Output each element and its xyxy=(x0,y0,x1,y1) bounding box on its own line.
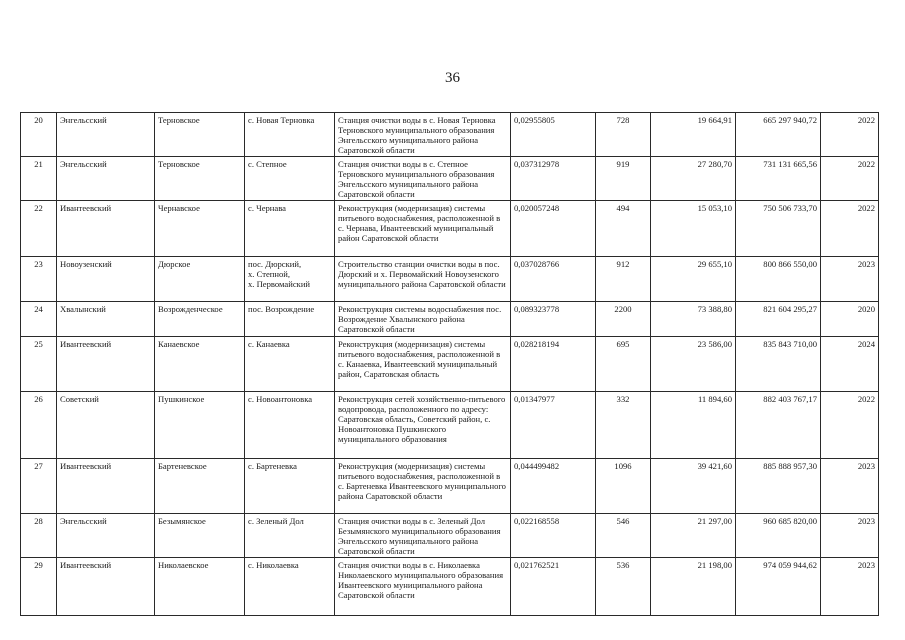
cost-per-capita-cell: 23 586,00 xyxy=(651,337,736,392)
year-cell: 2022 xyxy=(821,201,879,257)
district-cell: Ивантеевский xyxy=(57,558,155,616)
district-cell: Ивантеевский xyxy=(57,337,155,392)
row-number: 20 xyxy=(21,113,57,157)
coefficient-cell: 0,037028766 xyxy=(511,257,596,302)
settlement-cell: Возрожденческое xyxy=(155,302,245,337)
total-cost-cell: 665 297 940,72 xyxy=(736,113,821,157)
row-number: 29 xyxy=(21,558,57,616)
project-description-cell: Реконструкция системы водоснабжения пос. Возрождение Хвалынского района Саратовской области xyxy=(335,302,511,337)
table-row xyxy=(21,157,879,201)
project-description-cell: Реконструкция (модернизация) системы питьевого водоснабжения, расположенной в с. Канаевка, Ивантеевский муниципальный район, Саратовская область xyxy=(335,337,511,392)
coefficient-cell: 0,022168558 xyxy=(511,514,596,558)
coefficient-cell: 0,028218194 xyxy=(511,337,596,392)
settlement-cell: Пушкинское xyxy=(155,392,245,459)
total-cost-cell: 731 131 665,56 xyxy=(736,157,821,201)
locality-cell xyxy=(245,514,335,558)
row-number: 21 xyxy=(21,157,57,201)
district-cell: Энгельсский xyxy=(57,514,155,558)
cost-per-capita-cell: 11 894,60 xyxy=(651,392,736,459)
settlement-cell: Канаевское xyxy=(155,337,245,392)
cost-per-capita-cell: 73 388,80 xyxy=(651,302,736,337)
year-cell: 2022 xyxy=(821,157,879,201)
project-description-cell: Станция очистки воды в с. Зеленый Дол Безымянского муниципального образования Энгельсского муниципального района Саратовской области xyxy=(335,514,511,558)
total-cost-cell: 800 866 550,00 xyxy=(736,257,821,302)
coefficient-cell: 0,020057248 xyxy=(511,201,596,257)
settlement-cell: Бартеневское xyxy=(155,459,245,514)
population-cell: 728 xyxy=(596,113,651,157)
locality-cell xyxy=(245,337,335,392)
cost-per-capita-cell: 19 664,91 xyxy=(651,113,736,157)
locality-line: пос. Дюрский, xyxy=(248,259,302,269)
settlement-cell: Терновское xyxy=(155,157,245,201)
district-cell: Советский xyxy=(57,392,155,459)
project-description-cell: Станция очистки воды в с. Новая Терновка Терновского муниципального образования Энгельсского муниципального района Саратовской области xyxy=(335,113,511,157)
population-cell: 332 xyxy=(596,392,651,459)
settlement-cell: Дюрское xyxy=(155,257,245,302)
year-cell: 2023 xyxy=(821,257,879,302)
project-table xyxy=(20,112,879,616)
district-cell: Энгельсский xyxy=(57,157,155,201)
coefficient-cell: 0,089323778 xyxy=(511,302,596,337)
population-cell: 919 xyxy=(596,157,651,201)
locality-line: с. Николаевка xyxy=(248,560,299,570)
project-description-cell: Реконструкция (модернизация) системы питьевого водоснабжения, расположенной в с. Чернава, Ивантеевский муниципальный район Саратовской области xyxy=(335,201,511,257)
coefficient-cell: 0,037312978 xyxy=(511,157,596,201)
table-row xyxy=(21,392,879,459)
cost-per-capita-cell: 21 297,00 xyxy=(651,514,736,558)
total-cost-cell: 821 604 295,27 xyxy=(736,302,821,337)
project-description-cell: Станция очистки воды в с. Николаевка Николаевского муниципального образования Ивантеевского муниципального района Саратовской области xyxy=(335,558,511,616)
locality-cell xyxy=(245,157,335,201)
row-number: 24 xyxy=(21,302,57,337)
locality-cell xyxy=(245,392,335,459)
locality-line: х. Первомайский xyxy=(248,279,311,289)
locality-line: пос. Возрождение xyxy=(248,304,315,314)
project-description-cell: Строительство станции очистки воды в пос. Дюрский и х. Первомайский Новоузенского муниципального района Саратовской области xyxy=(335,257,511,302)
coefficient-cell: 0,01347977 xyxy=(511,392,596,459)
population-cell: 494 xyxy=(596,201,651,257)
table-row xyxy=(21,459,879,514)
total-cost-cell: 974 059 944,62 xyxy=(736,558,821,616)
locality-line: с. Бартеневка xyxy=(248,461,297,471)
cost-per-capita-cell: 39 421,60 xyxy=(651,459,736,514)
table-row xyxy=(21,302,879,337)
locality-line: с. Зеленый Дол xyxy=(248,516,304,526)
project-description-cell: Реконструкция сетей хозяйственно-питьевого водопровода, расположенного по адресу: Саратовская область, Советский район, с. Новоантоновка Пушкинского муниципального образования xyxy=(335,392,511,459)
population-cell: 2200 xyxy=(596,302,651,337)
table-row xyxy=(21,257,879,302)
locality-line: с. Степное xyxy=(248,159,287,169)
district-cell: Ивантеевский xyxy=(57,201,155,257)
total-cost-cell: 960 685 820,00 xyxy=(736,514,821,558)
total-cost-cell: 885 888 957,30 xyxy=(736,459,821,514)
settlement-cell: Терновское xyxy=(155,113,245,157)
row-number: 26 xyxy=(21,392,57,459)
row-number: 27 xyxy=(21,459,57,514)
settlement-cell: Безымянское xyxy=(155,514,245,558)
table-row xyxy=(21,337,879,392)
cost-per-capita-cell: 21 198,00 xyxy=(651,558,736,616)
locality-cell xyxy=(245,201,335,257)
coefficient-cell: 0,021762521 xyxy=(511,558,596,616)
year-cell: 2022 xyxy=(821,113,879,157)
page-number: 36 xyxy=(445,70,460,86)
total-cost-cell: 835 843 710,00 xyxy=(736,337,821,392)
settlement-cell: Чернавское xyxy=(155,201,245,257)
project-description-cell: Реконструкция (модернизация) системы питьевого водоснабжения, расположенной в с. Бартеневка Ивантеевского муниципального района Саратовской области xyxy=(335,459,511,514)
total-cost-cell: 882 403 767,17 xyxy=(736,392,821,459)
cost-per-capita-cell: 15 053,10 xyxy=(651,201,736,257)
locality-line: х. Степной, xyxy=(248,269,291,279)
year-cell: 2022 xyxy=(821,392,879,459)
district-cell: Энгельсский xyxy=(57,113,155,157)
year-cell: 2023 xyxy=(821,514,879,558)
population-cell: 695 xyxy=(596,337,651,392)
district-cell: Новоузенский xyxy=(57,257,155,302)
cost-per-capita-cell: 29 655,10 xyxy=(651,257,736,302)
table-row xyxy=(21,514,879,558)
population-cell: 546 xyxy=(596,514,651,558)
locality-line: с. Канаевка xyxy=(248,339,290,349)
year-cell: 2020 xyxy=(821,302,879,337)
row-number: 23 xyxy=(21,257,57,302)
year-cell: 2024 xyxy=(821,337,879,392)
settlement-cell: Николаевское xyxy=(155,558,245,616)
population-cell: 1096 xyxy=(596,459,651,514)
locality-cell xyxy=(245,558,335,616)
population-cell: 912 xyxy=(596,257,651,302)
row-number: 25 xyxy=(21,337,57,392)
row-number: 28 xyxy=(21,514,57,558)
year-cell: 2023 xyxy=(821,558,879,616)
total-cost-cell: 750 506 733,70 xyxy=(736,201,821,257)
table-row xyxy=(21,558,879,616)
coefficient-cell: 0,044499482 xyxy=(511,459,596,514)
cost-per-capita-cell: 27 280,70 xyxy=(651,157,736,201)
locality-cell xyxy=(245,459,335,514)
row-number: 22 xyxy=(21,201,57,257)
table-row xyxy=(21,113,879,157)
year-cell: 2023 xyxy=(821,459,879,514)
locality-cell xyxy=(245,113,335,157)
locality-line: с. Новоантоновка xyxy=(248,394,313,404)
project-description-cell: Станция очистки воды в с. Степное Терновского муниципального образования Энгельсского муниципального района Саратовской области xyxy=(335,157,511,201)
table-row xyxy=(21,201,879,257)
locality-cell xyxy=(245,257,335,302)
district-cell: Хвалынский xyxy=(57,302,155,337)
district-cell: Ивантеевский xyxy=(57,459,155,514)
locality-cell xyxy=(245,302,335,337)
locality-line: с. Новая Терновка xyxy=(248,115,315,125)
coefficient-cell: 0,02955805 xyxy=(511,113,596,157)
locality-line: с. Чернава xyxy=(248,203,286,213)
population-cell: 536 xyxy=(596,558,651,616)
